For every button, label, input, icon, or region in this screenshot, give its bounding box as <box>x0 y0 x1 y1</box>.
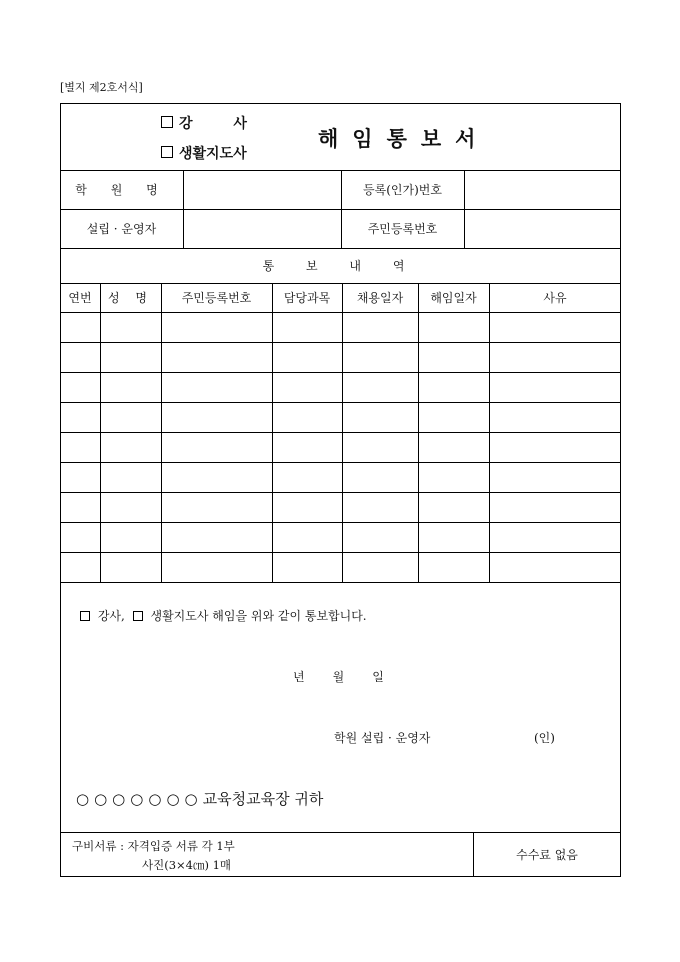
checkbox-life-guide[interactable] <box>161 146 173 158</box>
document-title: 해임통보서 <box>318 126 490 151</box>
divider <box>60 402 621 403</box>
title-option-instructor <box>161 113 265 133</box>
column-divider <box>489 283 490 582</box>
column-header-serial: 연번 <box>68 291 92 305</box>
divider <box>60 312 621 313</box>
title-option-life-guide-label: 생활지도사 <box>179 146 247 162</box>
checkbox-instructor-notice[interactable] <box>80 611 90 621</box>
academy-name-label: 학 원 명 <box>75 183 168 197</box>
divider <box>60 552 621 553</box>
academy-name-field[interactable] <box>183 170 341 209</box>
column-divider <box>342 283 343 582</box>
column-divider <box>161 283 162 582</box>
notice-option-instructor: 강사, <box>97 609 125 623</box>
date-day: 일 <box>372 670 384 684</box>
seal-mark: (인) <box>534 731 555 745</box>
checkbox-instructor[interactable] <box>161 116 173 128</box>
resident-number-field[interactable] <box>464 209 621 248</box>
notice-statement <box>80 607 367 624</box>
column-header-reason: 사유 <box>543 291 567 305</box>
column-header-subject: 담당과목 <box>283 291 331 305</box>
date-month: 월 <box>332 670 345 684</box>
required-documents-line1: 구비서류 : 자격입증 서류 각 1부 <box>72 839 235 853</box>
addressee <box>76 788 323 809</box>
checkbox-life-guide-notice[interactable] <box>133 611 143 621</box>
signer-label: 학원 설립 · 운영자 <box>334 731 431 745</box>
divider <box>60 432 621 433</box>
column-header-hire-date: 채용일자 <box>356 291 404 305</box>
form-label: [별지 제2호서식] <box>60 81 143 94</box>
title-option-instructor-label: 강 사 <box>179 116 265 132</box>
column-header-dismissal-date: 해임일자 <box>430 291 477 305</box>
notice-option-life-guide: 생활지도사 해임을 위와 같이 통보합니다. <box>150 609 367 623</box>
founder-operator-label: 설립 · 운영자 <box>86 222 157 236</box>
column-header-resident-number: 주민등록번호 <box>181 291 252 305</box>
notice-details-header: 통 보 내 역 <box>262 259 419 273</box>
date-year: 년 <box>293 670 305 684</box>
divider <box>60 462 621 463</box>
addressee-suffix: 교육청교육장 귀하 <box>202 790 324 808</box>
divider <box>60 372 621 373</box>
column-header-name: 성 명 <box>108 291 153 305</box>
registration-number-field[interactable] <box>464 170 621 209</box>
required-documents-line2: 사진(3×4㎝) 1매 <box>142 858 232 872</box>
title-option-life-guide <box>161 143 247 163</box>
resident-number-label: 주민등록번호 <box>367 222 438 236</box>
divider <box>60 342 621 343</box>
column-divider <box>418 283 419 582</box>
founder-operator-field[interactable] <box>183 209 341 248</box>
column-divider <box>100 283 101 582</box>
divider <box>60 522 621 523</box>
addressee-blank: ○○○○○○○ <box>76 790 203 808</box>
registration-number-label: 등록(인가)번호 <box>363 183 442 197</box>
divider <box>60 582 621 583</box>
required-documents <box>72 837 235 875</box>
fee-note: 수수료 없음 <box>516 848 578 862</box>
column-divider <box>272 283 273 582</box>
date-line <box>293 668 412 685</box>
divider <box>60 492 621 493</box>
